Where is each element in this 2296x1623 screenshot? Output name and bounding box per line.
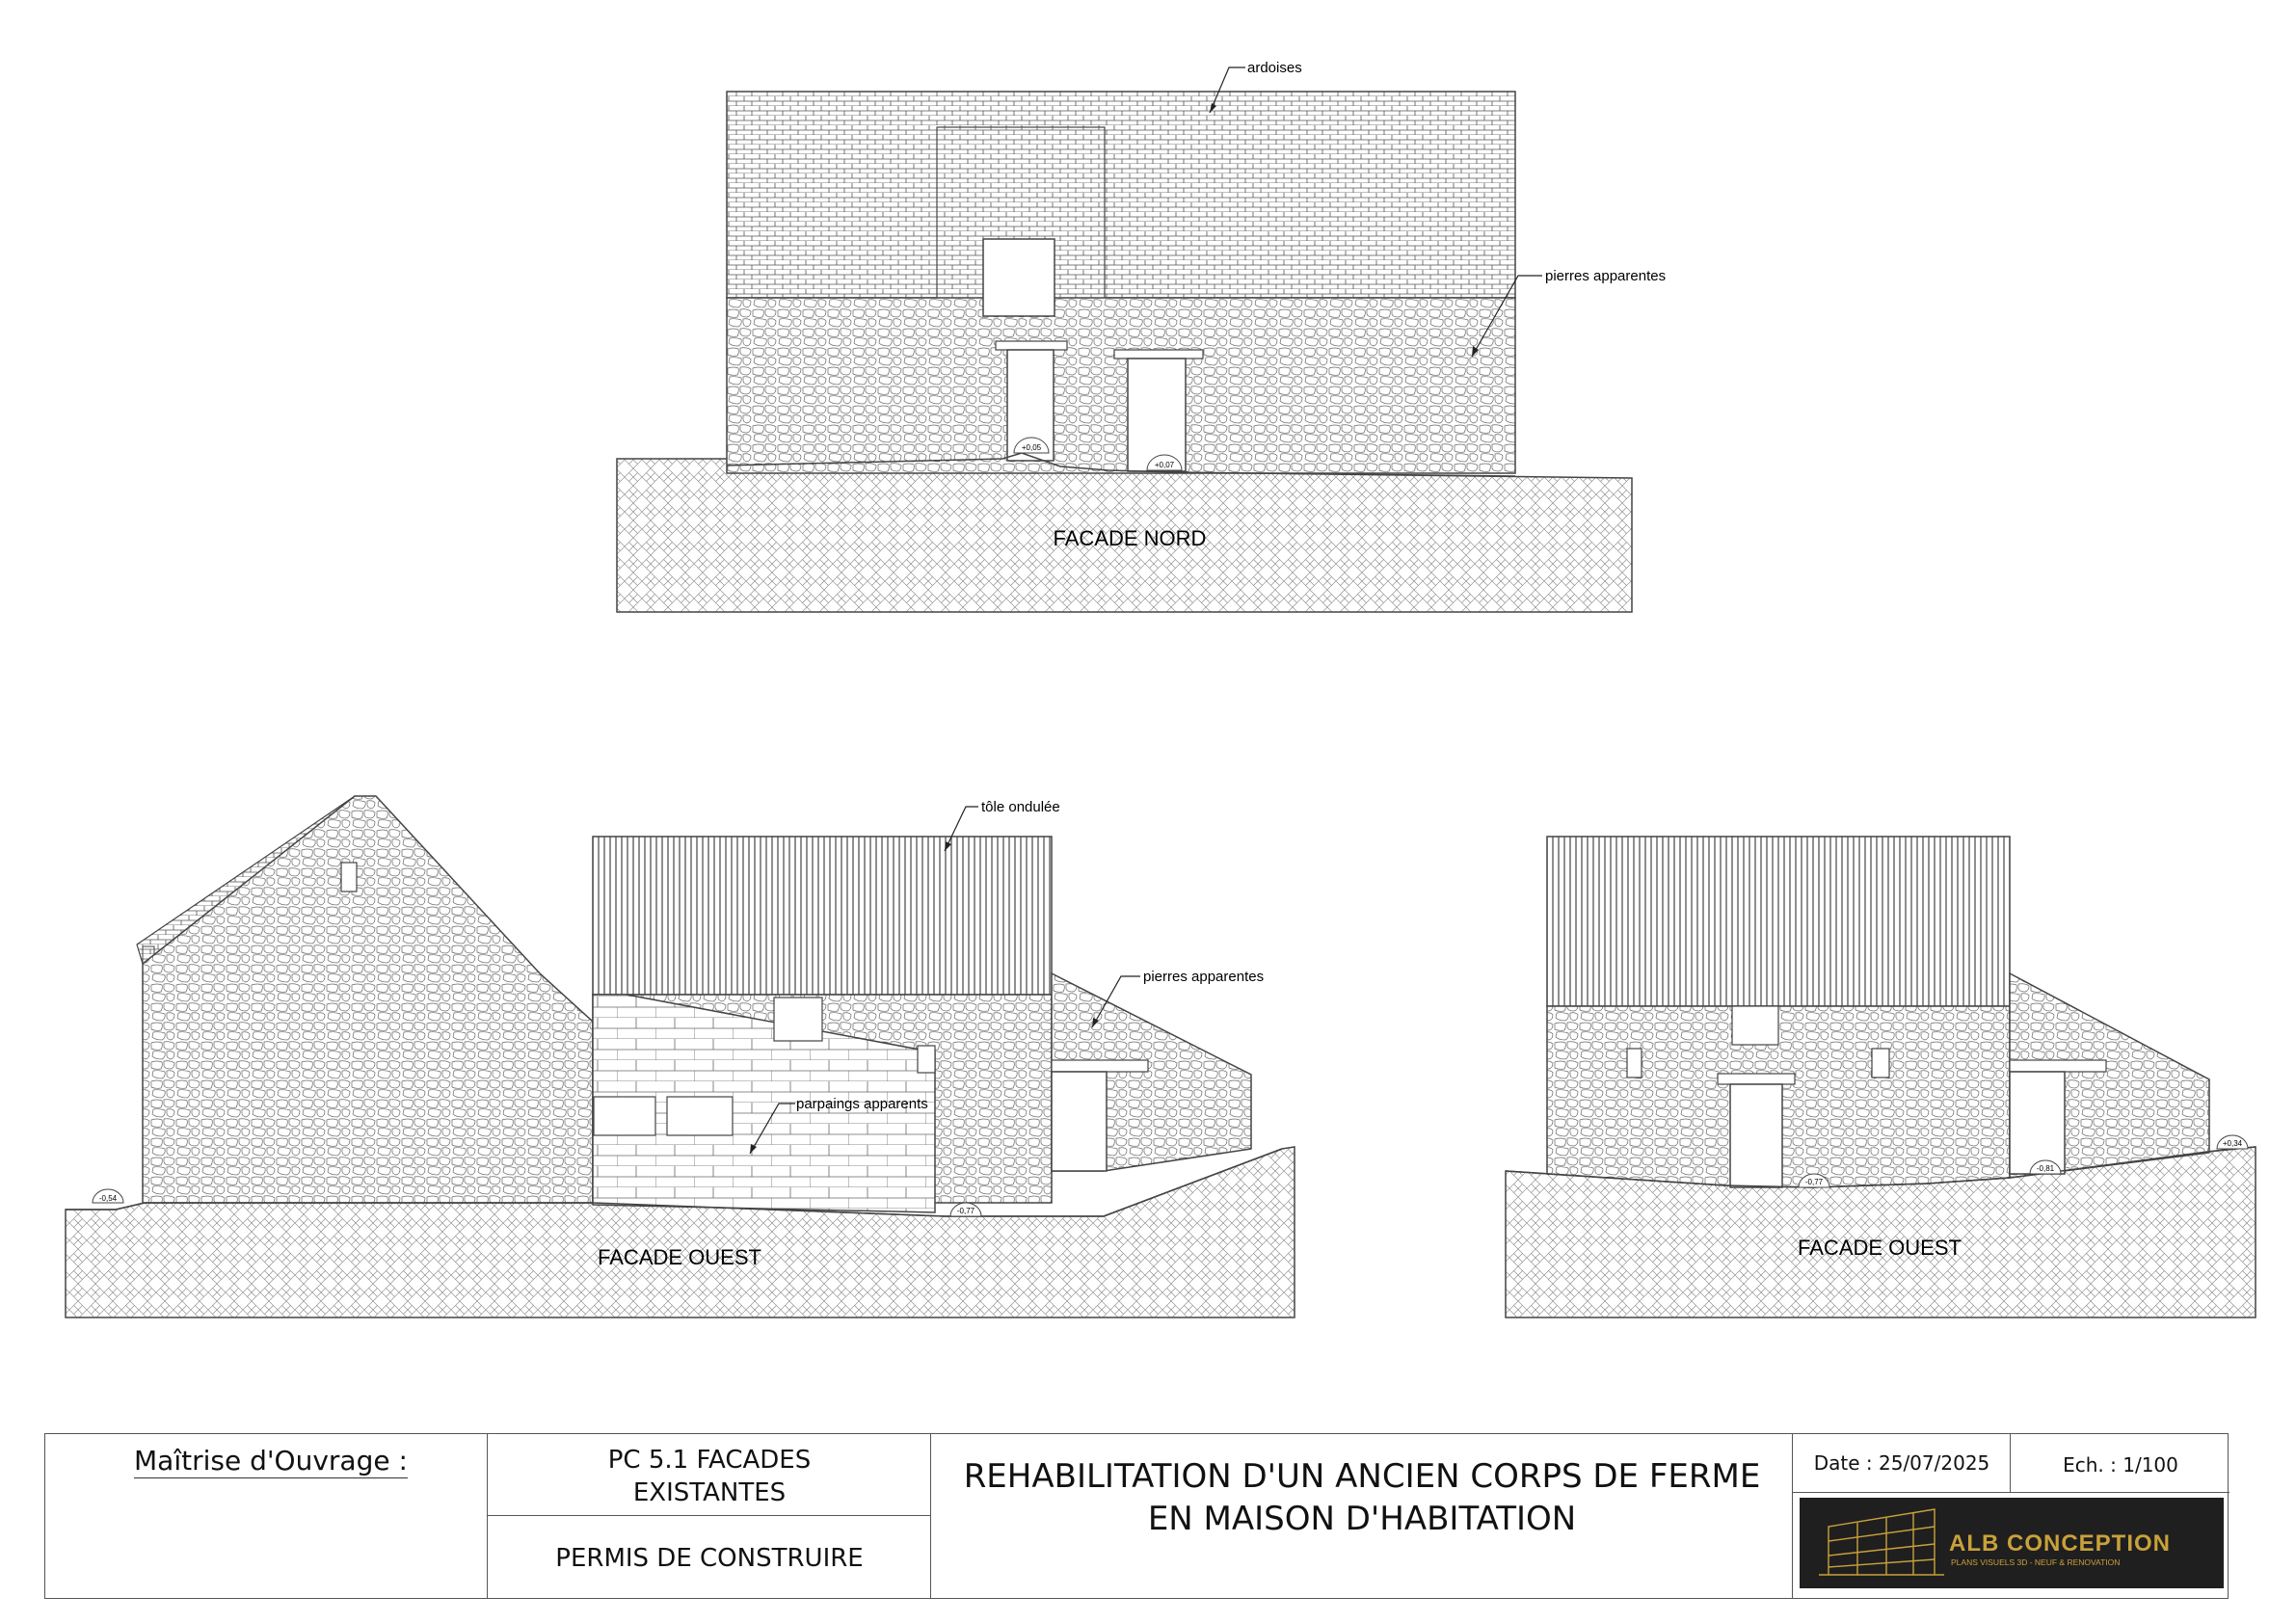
west-left-gable-window bbox=[341, 863, 357, 891]
west-right-level-label-1: -0,77 bbox=[1804, 1178, 1824, 1186]
sheet-title-line-2: EXISTANTES bbox=[632, 1478, 787, 1507]
west-left-annotation-block: parpaings apparents bbox=[796, 1096, 928, 1112]
north-annotation-slate: ardoises bbox=[1247, 60, 1302, 76]
west-right-elevation-title: FACADE OUEST bbox=[1798, 1236, 1962, 1260]
owner-cell bbox=[45, 1434, 487, 1598]
west-right-window-left bbox=[1627, 1049, 1642, 1078]
date-cell bbox=[1794, 1434, 2010, 1492]
west-left-lean-to-door bbox=[1052, 1072, 1107, 1171]
title-block-divider bbox=[930, 1434, 931, 1598]
north-elevation bbox=[617, 60, 1666, 612]
north-annotation-stone: pierres apparentes bbox=[1545, 268, 1667, 284]
title-block-divider bbox=[1792, 1492, 2229, 1493]
title-block-divider bbox=[487, 1515, 930, 1516]
project-title-cell bbox=[932, 1434, 1792, 1598]
project-title-line-1: REHABILITATION D'UN ANCIEN CORPS DE FERME bbox=[963, 1457, 1761, 1496]
west-left-window-2 bbox=[918, 1046, 935, 1073]
north-level-label-2: +0,07 bbox=[1154, 461, 1175, 469]
west-elevation-left bbox=[66, 796, 1295, 1317]
document-type: PERMIS DE CONSTRUIRE bbox=[555, 1544, 864, 1573]
title-block-divider bbox=[1792, 1434, 1793, 1598]
west-right-roof-corrugated bbox=[1547, 837, 2010, 1006]
date-value: Date : 25/07/2025 bbox=[1813, 1451, 1990, 1475]
west-left-lean-to-lintel bbox=[1052, 1060, 1148, 1072]
project-title-line-2: EN MAISON D'HABITATION bbox=[1147, 1500, 1577, 1538]
west-left-annotation-stone: pierres apparentes bbox=[1143, 969, 1265, 985]
west-left-stone-gable bbox=[143, 796, 593, 1203]
north-lintel-2 bbox=[1114, 350, 1203, 359]
west-elevation-right bbox=[1506, 837, 2256, 1317]
sheet-title-cell bbox=[489, 1434, 930, 1515]
west-left-opening-2 bbox=[667, 1097, 733, 1135]
west-right-door bbox=[1730, 1084, 1782, 1187]
west-right-lean-to-door bbox=[2010, 1072, 2065, 1174]
west-left-annotation-roof: tôle ondulée bbox=[981, 799, 1060, 815]
company-logo bbox=[1800, 1498, 2224, 1588]
logo-tagline: PLANS VISUELS 3D - NEUF & RENOVATION bbox=[1951, 1557, 2121, 1567]
west-left-roof-corrugated bbox=[593, 837, 1052, 995]
logo-name: ALB CONCEPTION bbox=[1949, 1530, 2171, 1556]
title-block-divider bbox=[487, 1434, 488, 1598]
north-elevation-title: FACADE NORD bbox=[1053, 526, 1207, 550]
west-right-window-right bbox=[1872, 1049, 1889, 1078]
scale-value: Ech. : 1/100 bbox=[2063, 1453, 2178, 1477]
company-logo-graphic bbox=[1800, 1498, 2224, 1588]
west-left-elevation-title: FACADE OUEST bbox=[598, 1245, 761, 1269]
west-right-lintel bbox=[1718, 1074, 1795, 1084]
west-left-level-label-1: -0,54 bbox=[98, 1194, 118, 1203]
west-left-window-1 bbox=[774, 998, 822, 1041]
title-block-divider bbox=[2010, 1434, 2011, 1492]
west-left-level-marker-2 bbox=[950, 1203, 981, 1216]
north-level-label-1: +0,05 bbox=[1021, 443, 1042, 452]
west-right-level-label-2: -0,81 bbox=[2036, 1164, 2055, 1173]
west-right-lean-to-lintel bbox=[2010, 1060, 2106, 1072]
north-door-2 bbox=[1128, 359, 1186, 471]
west-left-level-label-2: -0,77 bbox=[956, 1207, 975, 1215]
west-right-level-label-3: +0,34 bbox=[2222, 1139, 2243, 1148]
owner-label: Maîtrise d'Ouvrage : bbox=[134, 1445, 408, 1477]
document-type-cell bbox=[489, 1517, 930, 1600]
scale-cell bbox=[2012, 1434, 2229, 1492]
west-left-level-marker-1 bbox=[93, 1189, 123, 1203]
west-right-window-top bbox=[1732, 1006, 1778, 1045]
north-lintel-1 bbox=[996, 341, 1067, 350]
west-right-level-marker-3 bbox=[2217, 1135, 2248, 1149]
north-roof-slate bbox=[727, 92, 1515, 298]
west-left-opening-1 bbox=[594, 1097, 655, 1135]
title-block bbox=[44, 1433, 2229, 1599]
building-logo-icon bbox=[1819, 1509, 1944, 1575]
north-dormer-window bbox=[983, 239, 1055, 316]
north-stone-wall bbox=[727, 298, 1515, 473]
sheet-title-line-1: PC 5.1 FACADES bbox=[607, 1446, 812, 1475]
